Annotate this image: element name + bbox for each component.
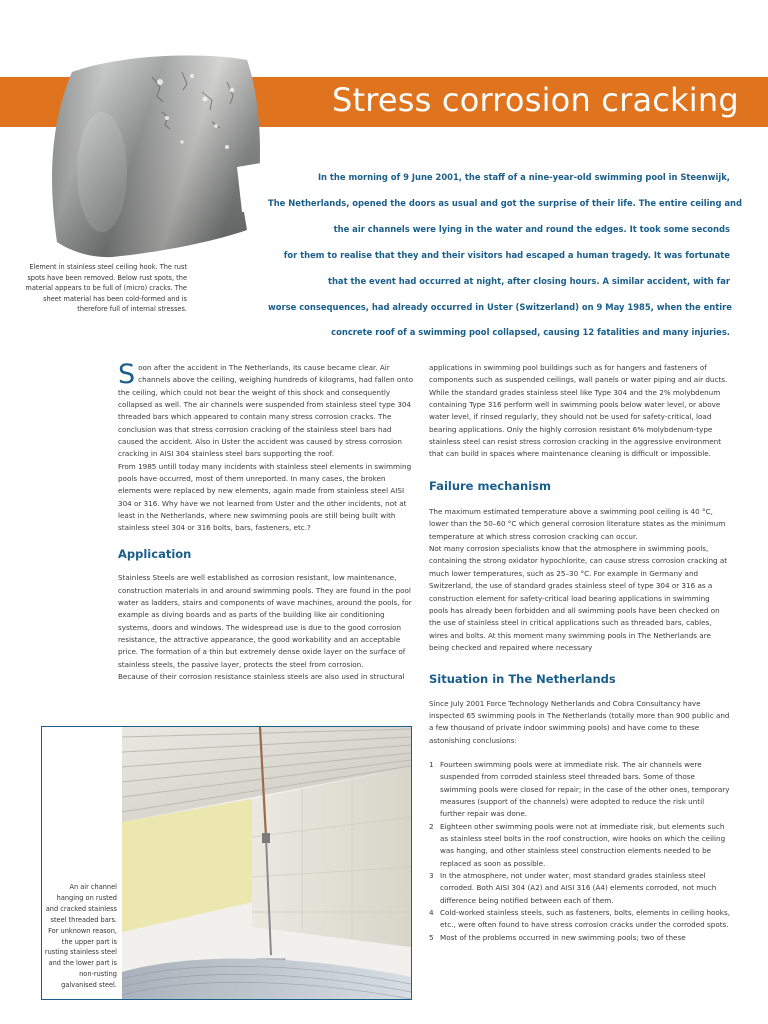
paragraph: The maximum estimated temperature above a swimming pool ceiling is 40 °C, lower than the 50–60 °C which general corrosion literature states as the minimum temperature at which stress corrosion cracking can occur. (429, 507, 726, 541)
list-text: In the atmosphere, not under water, most standard grades stainless steel corroded. Both AISI 304 (A2) and AISI 316 (A4) elements corroded, not much difference being notified between each of them. (440, 871, 717, 905)
intro-lead (268, 165, 742, 346)
intro-line: that the event had occurred at night, after closing hours. A similar accident, with far (327, 275, 730, 286)
hero-photo-caption: Element in stainless steel ceiling hook. The rust spots have been removed. Below rust spots, the material appears to be full of (micro) cracks. The sheet material has been cold-formed and is therefore full of internal stresses. (25, 263, 187, 314)
page-title: Stress corrosion cracking (332, 81, 739, 119)
body-column-left (118, 359, 418, 683)
intro-line: concrete roof of a swimming pool collapsed, causing 12 fatalities and many injuries. (331, 327, 730, 338)
intro-line: The Netherlands, opened the doors as usual and got the surprise of their life. The entire ceiling and (268, 197, 742, 208)
list-number: 1 (429, 759, 434, 769)
list-item (429, 907, 731, 932)
paragraph: Stainless Steels are well established as corrosion resistant, low maintenance, construction materials in and around swimming pools. They are found in the pool water as ladders, stairs and components of wave machines, around the pools, for example as diving boards and as parts of the building like air conditioning systems, doors and windows. The widespread use is due to the good corrosion resistance, the attractive appearance, the good workability and an acceptable price. The formation of a thin but extremely dense oxide layer on the surface of stainless steels, the passive layer, protects the steel from corrosion. (118, 573, 412, 669)
opening-text: oon after the accident in The Netherlands, its cause became clear. Air channels above the ceiling, weighing hundreds of kilograms, had fallen onto the ceiling, which could not bear the weight of this shock and consequently collapsed as well. The air channels were suspended from stainless steel type 304 threaded bars which appeared to contain many stress corrosion cracks. The conclusion was that stress corrosion cracking of the stainless steel bars had caused the accident. Also in Uster the accident was caused by stress corrosion cracking in AISI 304 stainless steel bars supporting the roof. (118, 363, 414, 459)
intro-line: the air channels were lying in the water and round the edges. It took some seconds (333, 223, 730, 234)
corroded-hook-photo (42, 52, 272, 260)
list-text: Fourteen swimming pools were at immediate risk. The air channels were suspended from corroded stainless steel threaded bars. Some of those swimming pools were closed for repair; in the case of the other ones, temporary measures (support of the channels) were adopted to reduce the risk until further repair was done. (440, 759, 730, 819)
drop-cap: S (118, 359, 136, 390)
failure-mechanism-heading: Failure mechanism (429, 478, 551, 493)
intro-line: for them to realise that they and their visitors had escaped a human tragedy. It was fortunate (283, 249, 730, 260)
opening-paragraph (118, 359, 418, 461)
list-item (429, 821, 731, 870)
list-text: Cold-worked stainless steels, such as fasteners, bolts, elements in ceiling hooks, etc., were often found to have stress corrosion cracks under the corroded spots. (440, 908, 730, 930)
paragraph: From 1985 untill today many incidents with stainless steel elements in swimming pools have occurred, most of them unreported. In many cases, the broken elements were replaced by new elements, again made from stainless steel AISI 304 or 316. Why have we not learned from Uster and the other incidents, not at least in the Netherlands, where new swimming pools are still being built with stainless steel 304 or 316 bolts, bars, fasteners, etc.? (118, 461, 412, 533)
situation-heading: Situation in The Netherlands (429, 672, 616, 687)
application-heading: Application (118, 546, 192, 561)
list-item (429, 870, 731, 907)
paragraph: Because of their corrosion resistance stainless steels are also used in structural (118, 671, 405, 681)
body-column-right (429, 362, 731, 944)
list-item (429, 759, 731, 821)
list-number: 5 (429, 932, 434, 942)
list-text: Most of the problems occurred in new swimming pools; two of these (440, 932, 686, 942)
intro-line: worse consequences, had already occurred in Uster (Switzerland) on 9 May 1985, when the entire (268, 301, 732, 312)
list-item (429, 932, 731, 944)
intro-line: In the morning of 9 June 2001, the staff of a nine-year-old swimming pool in Steenwijk, (317, 172, 730, 182)
findings-list (429, 759, 731, 944)
list-number: 4 (429, 908, 434, 918)
paragraph: Not many corrosion specialists know that the atmosphere in swimming pools, containing the strong oxidator hypochlorite, can cause stress corrosion cracking at much lower temperatures, such as 25–30 °C. For example in Germany and Switzerland, the use of standard grades stainless steel of type 304 or 316 as a construction element for safety-critical load bearing applications in swimming pools has already been forbidden and all swimming pools have been checked on the use of stainless steel in critical applications such as threaded bars, cables, wires and bolts. At this moment many swimming pools in The Netherlands are being checked and repaired where necessary (429, 544, 728, 652)
paragraph: While the standard grades stainless steel like Type 304 and the 2% molybdenum containing Type 316 perform well in swimming pools below water level, or above water level, if rinsed regularly, they should not be used for safety-critical, load bearing applications. Only the highly corrosion resistant 6% molybdenum-type stainless steel can resist stress corrosion cracking in the aggressive environment that can build in spaces where maintenance cleaning is difficult or impossible. (429, 387, 722, 459)
list-text: Eighteen other swimming pools were not at immediate risk, but elements such as stainless steel bolts in the roof construction, wire hooks on which the ceiling was hanging, and other stainless steel construction elements needed to be replaced as soon as possible. (440, 821, 726, 868)
list-number: 3 (429, 871, 434, 881)
list-number: 2 (429, 821, 434, 831)
paragraph: applications in swimming pool buildings such as for hangers and fasteners of components such as suspended ceilings, wall panels or water piping and air ducts. (429, 363, 728, 385)
paragraph: Since July 2001 Force Technology Netherlands and Cobra Consultancy have inspected 65 swimming pools in The Netherlands (totally more than 900 public and a few thousand of private indoor swimming pools) and have come to these astonishing conclusions: (429, 698, 730, 745)
air-channel-photo-caption: An air channel hanging on rusted and cracked stainless steel threaded bars. For unknown reason, the upper part is rusting stainless steel and the lower part is non-rusting galvanised steel. (44, 883, 117, 990)
